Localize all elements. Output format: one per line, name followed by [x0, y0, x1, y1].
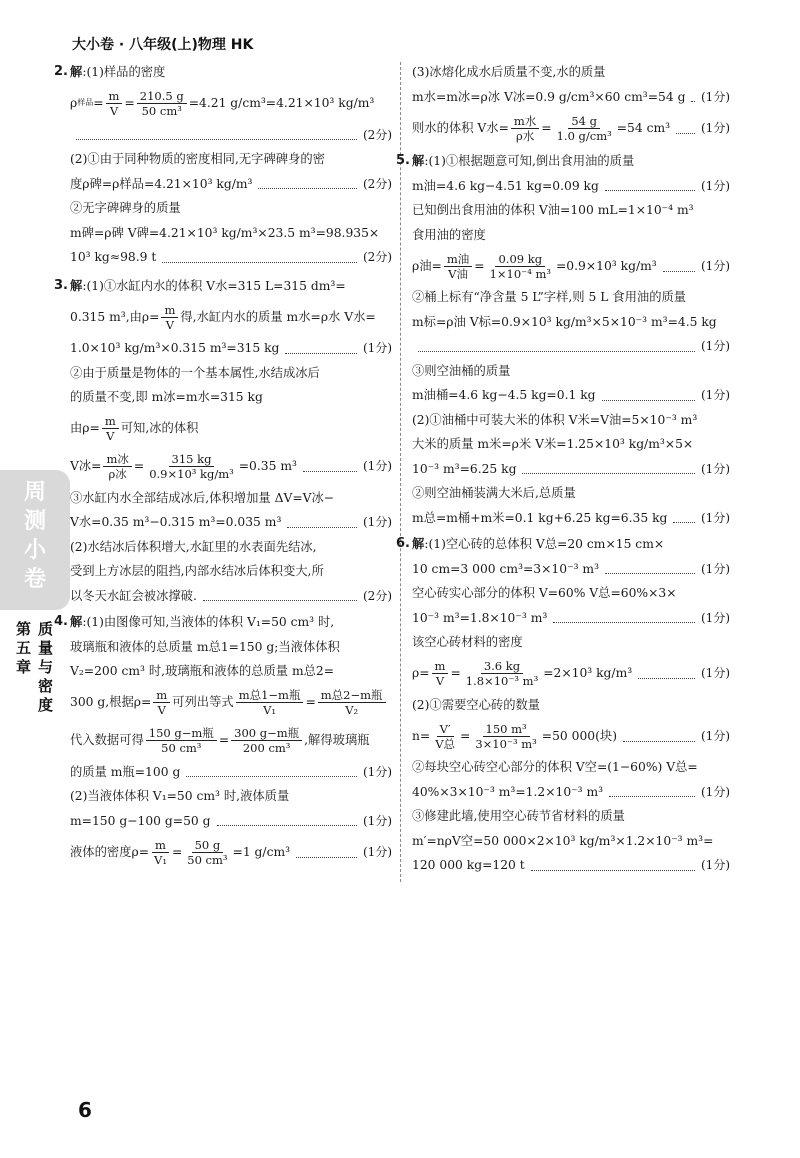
question-number: 5. [396, 153, 410, 168]
text: = [93, 96, 104, 111]
left-column [54, 60, 392, 871]
numerator: 315 kg [169, 452, 215, 467]
text: 10⁻³ m³=6.25 kg [412, 461, 517, 476]
score-line [412, 506, 730, 531]
text: m油=4.6 kg−4.51 kg=0.09 kg [412, 178, 599, 193]
text-line [70, 684, 392, 722]
dot-leader [691, 91, 695, 102]
text-line: (2)①由于同种物质的密度相同,无字碑碑身的密 [70, 152, 325, 166]
fraction [444, 252, 472, 281]
text-line: 空心砖实心部分的体积 V=60% V总=60%×3× [412, 586, 677, 600]
text: =54 cm³ [616, 120, 671, 135]
text-line: 该空心砖材料的密度 [412, 635, 523, 649]
score: (1分) [701, 610, 730, 625]
text: n= [412, 728, 431, 743]
text-line: 食用油的密度 [412, 227, 486, 242]
dot-leader [418, 341, 695, 352]
text: 度ρ碑=ρ样品=4.21×10³ kg/m³ [70, 176, 253, 191]
text-line: ③修建此墙,使用空心砖节省材料的质量 [412, 809, 625, 823]
text-line: 已知倒出食用油的体积 V油=100 mL=1×10⁻⁴ m³ [412, 203, 694, 217]
denominator: V₂ [345, 703, 359, 717]
fraction [184, 838, 230, 867]
denominator: ρ水 [515, 128, 535, 143]
score-line [412, 247, 730, 285]
numerator: m [161, 303, 178, 318]
answer-label: 解 [70, 65, 83, 79]
denominator: V [106, 429, 115, 443]
text: m总=m桶+m米=0.1 kg+6.25 kg=6.35 kg [412, 510, 668, 525]
text-line: 受到上方冰层的阻挡,内部水结冰后体积变大,所 [70, 564, 324, 578]
denominator: 50 cm³ [187, 852, 228, 867]
score-line [412, 717, 730, 755]
text-line: (2)①需要空心砖的数量 [412, 697, 541, 712]
text-line [70, 722, 392, 760]
score-line [412, 85, 730, 110]
dot-leader [602, 390, 695, 401]
text: :(1)空心砖的总体积 V总=20 cm×15 cm× [424, 537, 665, 551]
dot-leader [303, 461, 357, 472]
numerator: 0.09 kg [495, 252, 545, 267]
denominator: 200 cm³ [242, 741, 291, 755]
score: (1分) [701, 666, 730, 681]
numerator: V′ [437, 722, 454, 737]
text: 可列出等式 [172, 695, 234, 710]
text-line: (2)当液体体积 V₁=50 cm³ 时,液体质量 [70, 789, 290, 803]
text: :(1)①根据题意可知,倒出食用油的质量 [424, 154, 635, 168]
score-line [70, 584, 392, 609]
score: (1分) [363, 341, 392, 355]
score-line [412, 557, 730, 582]
q6-line-1 [396, 532, 730, 557]
dot-leader [638, 668, 695, 679]
numerator: 3.6 kg [481, 659, 523, 674]
numerator: 300 g−m瓶 [231, 726, 302, 741]
score-line [412, 109, 730, 147]
score: (1分) [701, 178, 730, 193]
text: ρ油= [412, 258, 442, 273]
dot-leader [162, 252, 357, 263]
numerator: m [106, 89, 123, 104]
dot-leader [531, 860, 695, 871]
score-line [412, 334, 730, 359]
score-line [412, 780, 730, 805]
question-number: 6. [396, 536, 410, 551]
numerator: 150 g−m瓶 [146, 726, 217, 741]
denominator: V₁ [263, 703, 277, 717]
text: 300 g,根据ρ= [70, 695, 152, 710]
text: 40%×3×10⁻³ m³=1.2×10⁻³ m³ [412, 784, 604, 799]
fraction [231, 726, 302, 755]
q2-line-1 [54, 60, 392, 85]
text-line: m碑=ρ碑 V碑=4.21×10³ kg/m³×23.5 m³=98.935× [70, 225, 380, 240]
text: :(1)由图像可知,当液体的体积 V₁=50 cm³ 时, [82, 615, 335, 629]
text-line: ②由于质量是物体的一个基本属性,水结成冰后 [70, 365, 320, 380]
score-line [70, 123, 392, 148]
numerator: m油 [444, 252, 472, 267]
text: 得,水缸内水的质量 m水=ρ水 V水= [180, 309, 376, 324]
text: 则水的体积 V水= [412, 120, 509, 135]
fraction [153, 688, 170, 717]
text: =50 000(块) [541, 728, 618, 743]
fraction [463, 659, 541, 688]
score-line [70, 809, 392, 834]
text: 以冬天水缸会被冰撑破. [70, 588, 197, 603]
dot-leader [623, 731, 695, 742]
text: 液体的密度ρ= [70, 844, 150, 859]
text: =2×10³ kg/m³ [543, 666, 633, 681]
score: (1分) [363, 515, 392, 529]
text-line: (2)①油桶中可装大米的体积 V米=V油=5×10⁻³ m³ [412, 412, 698, 427]
fraction [432, 659, 449, 688]
page-header: 大小卷 · 八年级(上)物理 HK [72, 37, 254, 53]
dot-leader [287, 517, 357, 528]
numerator: m [152, 838, 169, 853]
dot-leader [522, 463, 695, 474]
question-number: 3. [54, 277, 68, 293]
text: :(1)样品的密度 [82, 65, 166, 79]
score: (1分) [701, 258, 730, 273]
answer-label: 解 [412, 537, 425, 551]
text-line: V₂=200 cm³ 时,玻璃瓶和液体的总质量 m总2= [70, 664, 335, 678]
text-line: ②则空油桶装满大米后,总质量 [412, 486, 576, 500]
dot-leader [553, 612, 695, 623]
denominator: ρ冰 [108, 467, 127, 481]
fraction [137, 89, 187, 118]
text-line: 的质量不变,即 m冰=m水=315 kg [70, 390, 263, 404]
text: 120 000 kg=120 t [412, 858, 525, 872]
score: (1分) [701, 388, 730, 402]
text-line: m′=nρV空=50 000×2×10³ kg/m³×1.2×10⁻³ m³= [412, 833, 714, 848]
denominator: V [109, 104, 119, 118]
score: (1分) [363, 459, 392, 474]
answer-label: 解 [70, 615, 83, 629]
text: = [305, 695, 316, 710]
numerator: 150 m³ [483, 722, 530, 737]
score: (1分) [701, 339, 730, 353]
page-number: 6 [78, 1098, 92, 1122]
denominator: V₁ [154, 852, 167, 867]
denominator: 1.0 g/cm³ [556, 128, 612, 143]
question-number: 4. [54, 614, 68, 629]
score-line [412, 606, 730, 631]
answer-label: 解 [70, 278, 83, 293]
score: (1分) [701, 461, 730, 476]
denominator: 50 cm³ [141, 104, 182, 118]
text: = [133, 459, 145, 474]
question-number: 2. [54, 64, 68, 79]
text: = [460, 728, 471, 743]
fraction [554, 114, 615, 143]
fraction [146, 726, 217, 755]
text: 0.315 m³,由ρ= [70, 309, 160, 324]
denominator: V总 [435, 736, 456, 751]
q3-line-1 [54, 274, 392, 299]
text: m水=m冰=ρ冰 V冰=0.9 g/cm³×60 cm³=54 g [412, 89, 686, 104]
text: ,解得玻璃瓶 [304, 733, 370, 748]
dot-leader [663, 261, 695, 272]
denominator: V [157, 703, 166, 717]
fraction [511, 114, 539, 143]
text-line: 大米的质量 m米=ρ米 V米=1.25×10³ kg/m³×5× [412, 437, 694, 451]
text: 10³ kg≈98.9 t [70, 250, 157, 264]
score: (1分) [701, 510, 730, 525]
text-line: (3)冰熔化成水后质量不变,水的质量 [412, 65, 606, 79]
score-line [70, 510, 392, 535]
fraction [106, 89, 123, 118]
q2-formula [70, 85, 392, 123]
chapter-name: 质量与密度 [38, 620, 54, 714]
denominator: 3×10⁻³ m³ [475, 736, 537, 751]
fraction [146, 452, 237, 481]
text: = [474, 258, 485, 273]
text: =4.21 g/cm³=4.21×10³ kg/m³ [188, 96, 375, 111]
score: (1分) [363, 813, 392, 828]
fraction [151, 838, 170, 867]
score: (2分) [363, 588, 392, 603]
text: ρ [70, 96, 78, 111]
score-line [70, 336, 392, 361]
text: V冰= [70, 459, 102, 474]
score-line [412, 655, 730, 693]
denominator: 1×10⁻⁴ m³ [489, 266, 551, 281]
denominator: 0.9×10³ kg/m³ [149, 467, 234, 481]
score: (1分) [701, 89, 730, 104]
dot-leader [186, 766, 357, 777]
text-line: ②桶上标有“净含量 5 L”字样,则 5 L 食用油的质量 [412, 290, 687, 304]
numerator: m冰 [103, 452, 131, 467]
score: (1分) [701, 120, 730, 135]
denominator: 1.8×10⁻³ m³ [465, 674, 539, 688]
text: = [450, 666, 461, 681]
score-line [70, 448, 392, 486]
dot-leader [605, 180, 695, 191]
score-line [70, 833, 392, 871]
fraction [487, 252, 554, 281]
score: (1分) [701, 561, 730, 576]
score-line [70, 760, 392, 785]
text: 10⁻³ m³=1.8×10⁻³ m³ [412, 610, 548, 625]
text: = [171, 844, 183, 859]
fraction [318, 688, 386, 717]
numerator: m水 [511, 114, 539, 129]
text-line: m标=ρ油 V标=0.9×10³ kg/m³×5×10⁻³ m³=4.5 kg [412, 314, 717, 329]
text-line: ②每块空心砖空心部分的体积 V空=(1−60%) V总= [412, 760, 698, 774]
dot-leader [673, 512, 695, 523]
text: =1 g/cm³ [232, 844, 291, 859]
score-line [412, 383, 730, 408]
score-line [70, 172, 392, 197]
text-line: ③水缸内水全部结成冰后,体积增加量 ΔV=V冰− [70, 490, 335, 505]
score-line [412, 457, 730, 482]
dot-leader [217, 815, 357, 826]
q5-line-1 [396, 149, 730, 174]
fraction [236, 688, 304, 717]
text: 代入数据可得 [70, 733, 144, 748]
score: (1分) [363, 844, 392, 859]
numerator: 54 g [568, 114, 600, 129]
sidebar-title: 周测小卷 [23, 480, 46, 592]
score: (2分) [363, 250, 392, 264]
fraction [161, 303, 178, 332]
text: :(1)①水缸内水的体积 V水=315 L=315 dm³= [82, 278, 346, 293]
column-divider [400, 62, 401, 882]
dot-leader [258, 178, 357, 189]
text-line: ②无字碑碑身的质量 [70, 201, 181, 215]
score-line [412, 174, 730, 199]
score: (1分) [701, 858, 730, 872]
text: =0.9×10³ kg/m³ [556, 258, 657, 273]
dot-leader [285, 343, 357, 354]
score: (1分) [701, 784, 730, 799]
numerator: 210.5 g [137, 89, 187, 104]
text: m油桶=4.6 kg−4.5 kg=0.1 kg [412, 388, 596, 402]
fraction [472, 722, 539, 751]
text: ρ= [412, 666, 430, 681]
numerator: m [432, 659, 449, 674]
fraction [102, 414, 119, 443]
text-line [70, 410, 392, 448]
numerator: m [153, 688, 170, 703]
dot-leader [76, 129, 357, 140]
chapter-number: 第五章 [16, 620, 32, 676]
score: (2分) [363, 127, 392, 142]
dot-leader [296, 847, 357, 858]
right-column [396, 60, 730, 878]
denominator: 50 cm³ [161, 741, 202, 755]
text-line [70, 298, 392, 336]
numerator: m总1−m瓶 [236, 688, 304, 703]
dot-leader [203, 590, 357, 601]
answer-label: 解 [412, 154, 425, 168]
text: =0.35 m³ [238, 459, 297, 474]
text-line: 玻璃瓶和液体的总质量 m总1=150 g;当液体体积 [70, 639, 340, 654]
text: 的质量 m瓶=100 g [70, 764, 181, 779]
text-line: ③则空油桶的质量 [412, 363, 511, 378]
text-line: (2)水结冰后体积增大,水缸里的水表面先结冰, [70, 539, 317, 554]
denominator: V [165, 317, 175, 332]
dot-leader [609, 786, 695, 797]
score-line [412, 853, 730, 878]
score: (1分) [363, 764, 392, 779]
text: = [541, 120, 552, 135]
text: 10 cm=3 000 cm³=3×10⁻³ m³ [412, 561, 599, 576]
score-line [70, 245, 392, 270]
q4-line-1 [54, 610, 392, 635]
text: 由ρ= [70, 421, 100, 436]
denominator: V油 [448, 266, 468, 281]
dot-leader [605, 563, 695, 574]
text: 样品 [77, 98, 94, 108]
fraction [103, 452, 131, 481]
text: = [218, 733, 230, 748]
text: = [124, 96, 135, 111]
fraction [432, 722, 458, 751]
dot-leader [676, 123, 695, 134]
text: V水=0.35 m³−0.315 m³=0.035 m³ [70, 515, 282, 529]
text: m=150 g−100 g=50 g [70, 813, 211, 828]
score: (1分) [701, 728, 730, 743]
text: 可知,冰的体积 [120, 421, 199, 436]
score: (2分) [363, 176, 392, 191]
denominator: V [435, 674, 445, 688]
numerator: m总2−m瓶 [318, 688, 386, 703]
text: 1.0×10³ kg/m³×0.315 m³=315 kg [70, 341, 280, 355]
numerator: m [102, 414, 119, 429]
numerator: 50 g [192, 838, 224, 853]
